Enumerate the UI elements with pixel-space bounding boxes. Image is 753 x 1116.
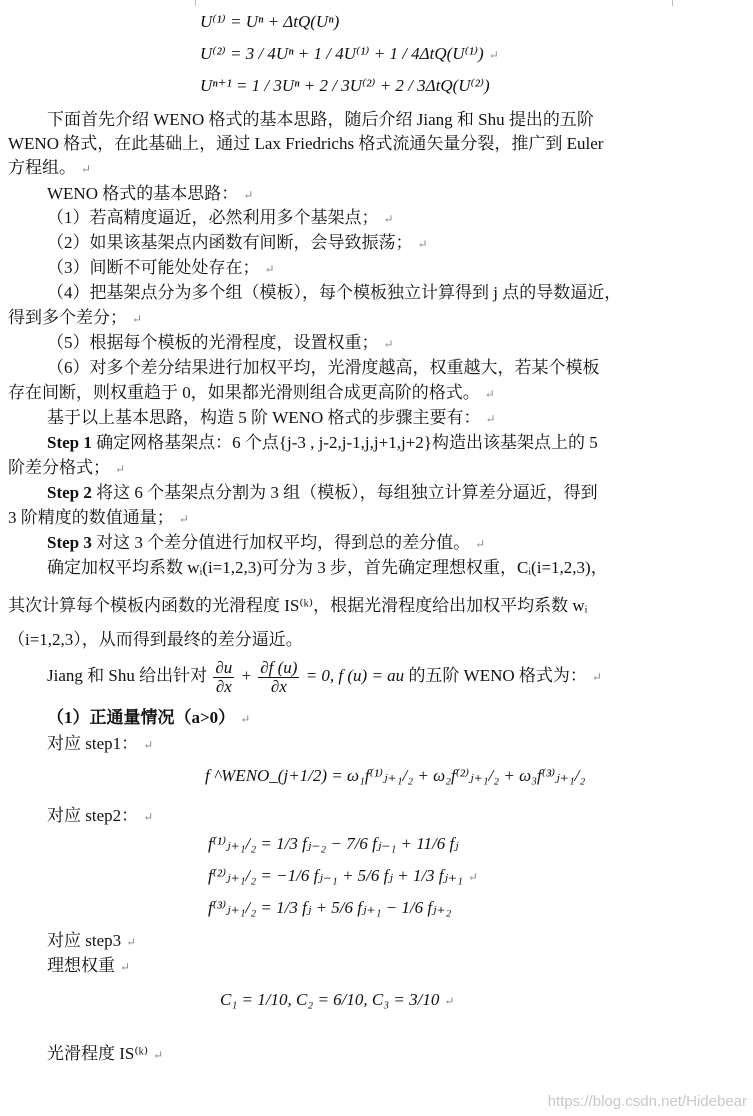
- idea-5: （5）根据每个模板的光滑程度，设置权重； ↵: [47, 333, 394, 352]
- idea-6-cont: 存在间断，则权重趋于 0，如果都光滑则组合成更高阶的格式。 ↵: [8, 383, 495, 402]
- ideal-weights: 理想权重 ↵: [47, 956, 131, 975]
- idea-4: （4）把基架点分为多个组（模板），每个模板独立计算得到 j 点的导数逼近，: [47, 283, 622, 302]
- ideas-title: WENO 格式的基本思路： ↵: [47, 184, 254, 203]
- step-3-label: Step 3: [47, 533, 92, 552]
- equation-sub-2: f⁽²⁾ⱼ₊₁/₂ = −1/6 fⱼ₋₁ + 5/6 fⱼ + 1/3 fⱼ₊₁ ↵: [208, 866, 478, 885]
- weights-line-2: 其次计算每个模板内函数的光滑程度 IS⁽ᵏ⁾，根据光滑程度给出加权平均系数 wᵢ: [8, 596, 588, 615]
- equation-rk-1: U⁽¹⁾ = Uⁿ + ΔtQ(Uⁿ): [200, 12, 340, 31]
- idea-6: （6）对多个差分结果进行加权平均，光滑度越高，权重越大，若某个模板: [47, 358, 600, 377]
- fraction-df-dx: $\frac{\partial f (u)}{\partial x}$: [260, 657, 298, 696]
- steps-intro: 基于以上基本思路，构造 5 阶 WENO 格式的步骤主要有： ↵: [47, 408, 496, 427]
- step-2-cont: 3 阶精度的数值通量； ↵: [8, 508, 189, 527]
- intro-line-1: 下面首先介绍 WENO 格式的基本思路，随后介绍 Jiang 和 Shu 提出的五阶: [47, 110, 594, 129]
- for-step3: 对应 step3 ↵: [47, 931, 137, 950]
- step-2-label: Step 2: [47, 483, 92, 502]
- equation-weno-combination: f ^WENO_(j+1/2) = ω₁f⁽¹⁾ⱼ₊₁/₂ + ω₂f⁽²⁾ⱼ₊₁/₂ + ω₃f⁽³⁾ⱼ₊₁/₂: [205, 766, 586, 785]
- equation-sub-1: f⁽¹⁾ⱼ₊₁/₂ = 1/3 fⱼ₋₂ − 7/6 fⱼ₋₁ + 11/6 fⱼ: [208, 834, 459, 853]
- fraction-du-dx: $\frac{\partial u}{\partial x}$: [215, 657, 233, 696]
- margin-mark-right: [672, 0, 673, 6]
- step-2: Step 2 将这 6 个基架点分割为 3 组（模板），每组独立计算差分逼近，得到: [47, 483, 598, 502]
- intro-line-3: 方程组。 ↵: [8, 158, 92, 177]
- margin-mark-left: [195, 0, 196, 6]
- for-step2: 对应 step2： ↵: [47, 806, 154, 825]
- equation-ideal-weights: C₁ = 1/10, C₂ = 6/10, C₃ = 3/10 ↵: [220, 990, 455, 1009]
- idea-1: （1）若高精度逼近，必然利用多个基架点； ↵: [47, 208, 394, 227]
- idea-4-cont: 得到多个差分； ↵: [8, 308, 143, 327]
- step-1: Step 1 确定网格基架点：6 个点{j-3 , j-2,j-1,j,j+1,j+2}构造出该基架点上的 5: [47, 433, 598, 452]
- intro-line-2: WENO 格式，在此基础上，通过 Lax Friedrichs 格式流通矢量分裂，推广到 Euler: [8, 134, 604, 153]
- weights-line-3: （i=1,2,3），从而得到最终的差分逼近。: [8, 630, 303, 649]
- idea-2: （2）如果该基架点内函数有间断，会导致振荡； ↵: [47, 233, 428, 252]
- equation-sub-3: f⁽³⁾ⱼ₊₁/₂ = 1/3 fⱼ + 5/6 fⱼ₊₁ − 1/6 fⱼ₊₂: [208, 898, 452, 917]
- idea-3: （3）间断不可能处处存在； ↵: [47, 258, 275, 277]
- case1-title: （1）正通量情况（a>0） ↵: [47, 708, 251, 727]
- smoothness-label: 光滑程度 IS⁽ᵏ⁾ ↵: [47, 1044, 164, 1063]
- watermark: https://blog.csdn.net/Hidebear: [547, 1093, 747, 1110]
- jiang-shu-line: Jiang 和 Shu 给出针对 $\frac{\partial u}{\partial x}$ + $\frac{\partial f (u)}{\partial x}$ = 0, f (u) = au 的五阶 WENO 格式为： ↵: [47, 657, 602, 696]
- equation-rk-3: Uⁿ⁺¹ = 1 / 3Uⁿ + 2 / 3U⁽²⁾ + 2 / 3ΔtQ(U⁽²⁾): [200, 76, 490, 95]
- weights-line-1: 确定加权平均系数 wᵢ(i=1,2,3)可分为 3 步，首先确定理想权重，Cᵢ(i=1,2,3)，: [47, 558, 608, 577]
- step-1-cont: 阶差分格式； ↵: [8, 458, 126, 477]
- equation-rk-2: U⁽²⁾ = 3 / 4Uⁿ + 1 / 4U⁽¹⁾ + 1 / 4ΔtQ(U⁽¹⁾) ↵: [200, 44, 499, 63]
- step-1-label: Step 1: [47, 433, 92, 452]
- step-3: Step 3 对这 3 个差分值进行加权平均，得到总的差分值。 ↵: [47, 533, 486, 552]
- for-step1: 对应 step1： ↵: [47, 734, 154, 753]
